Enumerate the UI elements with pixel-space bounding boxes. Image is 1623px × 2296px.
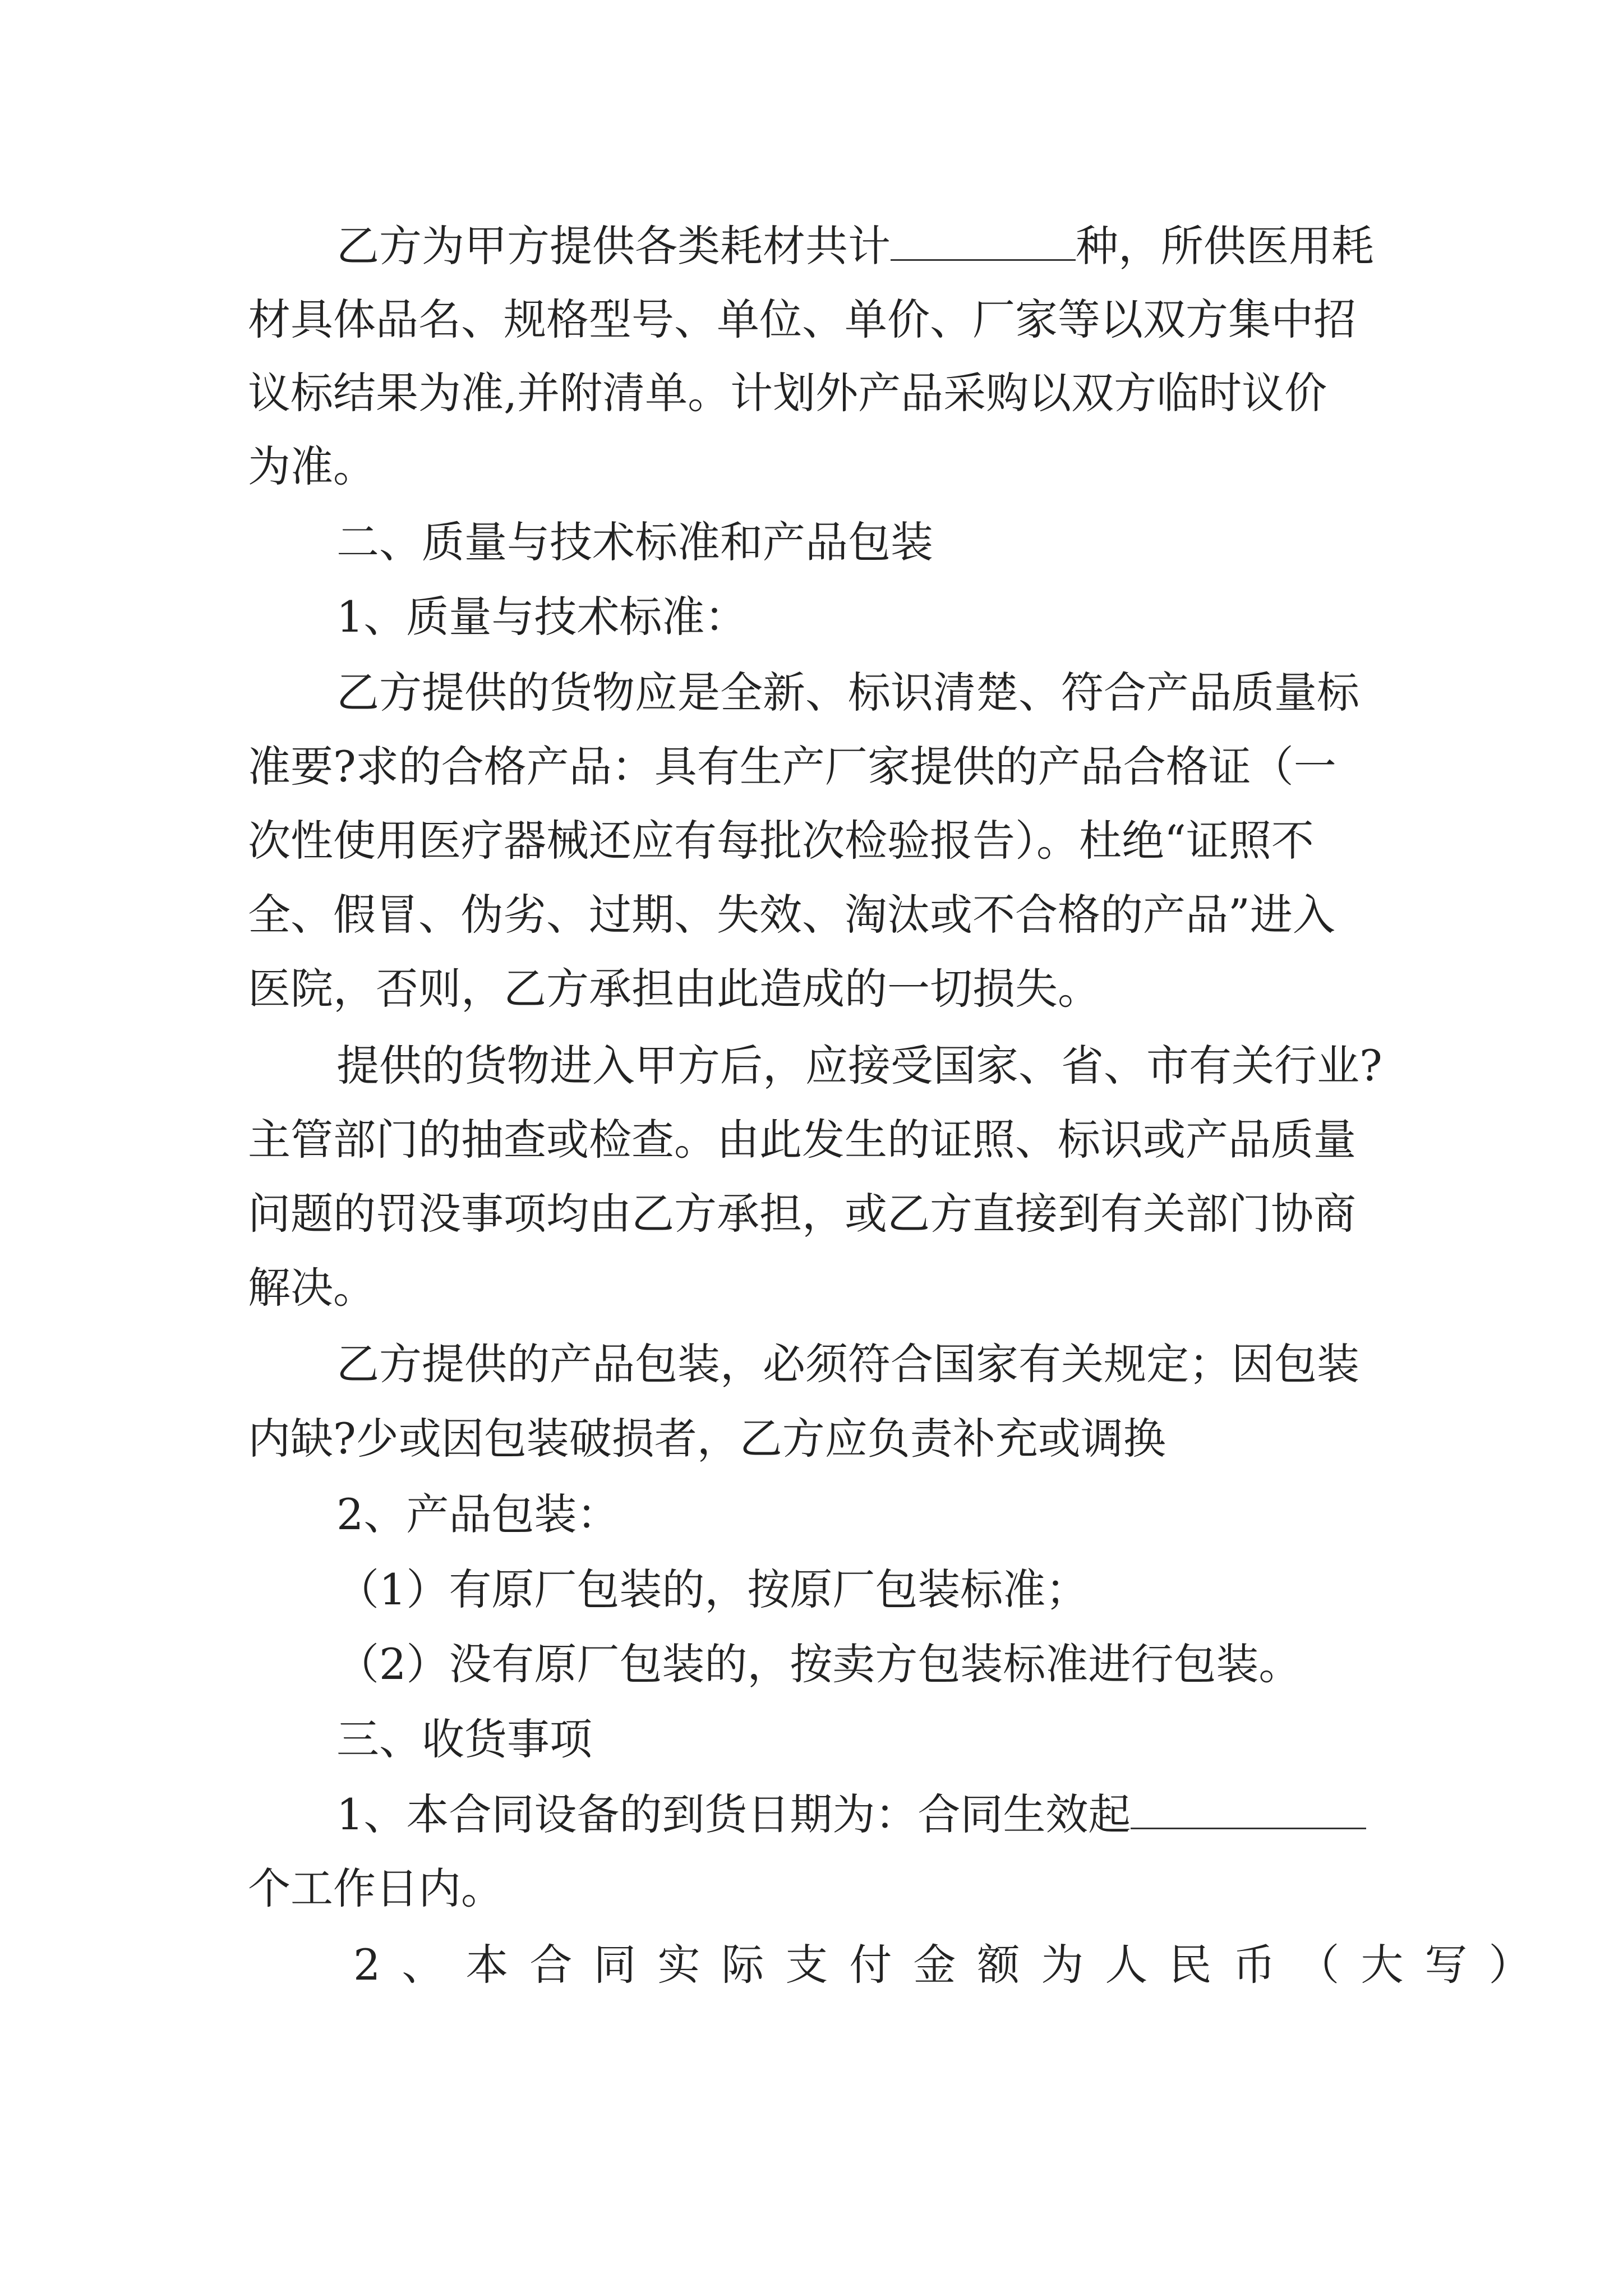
text-line: 次性使用医疗器械还应有每批次检验报告）。杜绝“证照不 [248,816,1314,866]
section-heading: 三、收货事项 [336,1714,592,1764]
text-segment: 1、本合同设备的到货日期为：合同生效起 [336,1789,1131,1839]
text-line: 材具体品名、规格型号、单位、单价、厂家等以双方集中招 [248,295,1356,344]
text-line: 议标结果为准,并附清单。计划外产品采购以双方临时议价 [248,368,1327,418]
text-line: 解决。 [248,1263,376,1313]
list-item: （1）有原厂包装的，按原厂包装标准； [336,1565,1089,1614]
fill-in-blank [1131,1784,1366,1829]
text-segment: 乙方为甲方提供各类耗材共计 [336,221,891,271]
subsection-heading: 2、产品包装： [336,1489,620,1539]
text-segment: 种，所供医用耗 [1076,221,1374,271]
text-line: 为准。 [248,441,376,491]
subsection-heading: 1、质量与技术标准： [336,592,748,642]
text-line: 问题的罚没事项均由乙方承担，或乙方直接到有关部门协商 [248,1189,1356,1239]
text-line: 主管部门的抽查或检查。由此发生的证照、标识或产品质量 [248,1115,1356,1165]
section-heading: 二、质量与技术标准和产品包装 [336,517,933,567]
fill-in-blank [891,215,1076,261]
text-line: 准要?求的合格产品：具有生产厂家提供的产品合格证（一 [248,742,1336,792]
text-line: 乙方提供的产品包装，必须符合国家有关规定；因包装 [336,1339,1359,1389]
text-line [336,215,1623,277]
list-item: （2）没有原厂包装的，按卖方包装标准进行包装。 [336,1639,1302,1689]
text-line: 乙方提供的货物应是全新、标识清楚、符合产品质量标 [336,668,1359,717]
text-line [336,1784,1623,1846]
text-line: 医院，否则，乙方承担由此造成的一切损失。 [248,964,1100,1014]
text-line: 个工作日内。 [248,1864,504,1913]
text-line: 提供的货物进入甲方后，应接受国家、省、市有关行业? [336,1041,1382,1091]
text-line: 内缺?少或因包装破损者，乙方应负责补充或调换 [248,1414,1166,1464]
text-line: 全、假冒、伪劣、过期、失效、淘汰或不合格的产品”进入 [248,890,1335,940]
text-line: 2、本合同实际支付金额为人民币（大写） [353,1940,1553,1990]
